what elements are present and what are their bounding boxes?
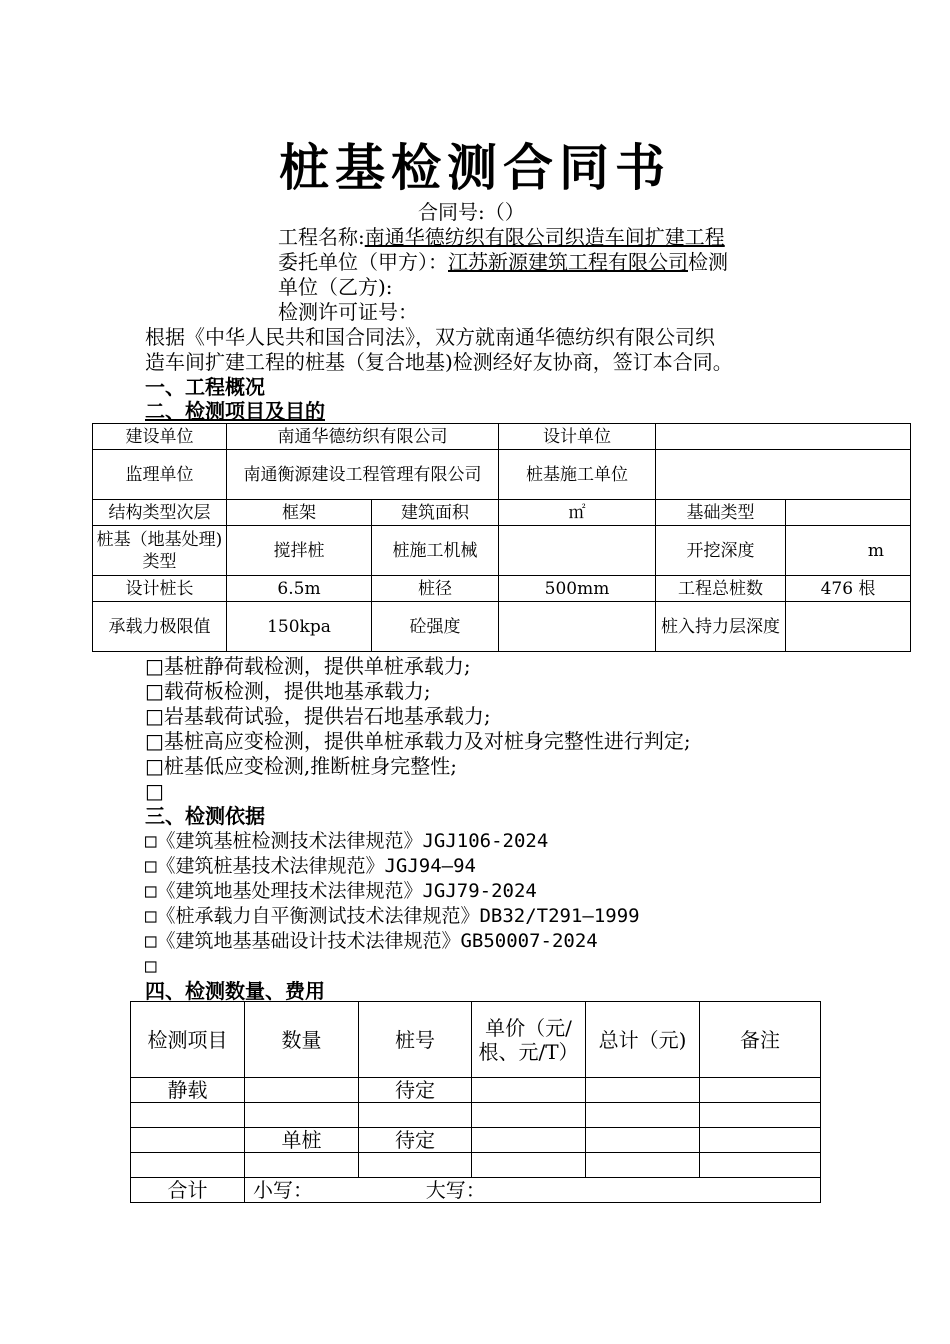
contract-number: 合同号:（） — [418, 200, 525, 224]
fee-cell — [700, 1103, 821, 1128]
section-3-heading: 三、检测依据 — [145, 804, 265, 828]
standard-item: □《建筑基桩检测技术法律规范》JGJ106-2024 — [145, 830, 549, 852]
foundation-type-label: 基础类型 — [656, 500, 786, 526]
fee-cell — [586, 1153, 700, 1178]
foundation-type-value — [786, 500, 911, 526]
capacity-value: 150kpa — [227, 602, 372, 652]
standard-item: □《建筑地基处理技术法律规范》JGJ79-2024 — [145, 880, 537, 902]
supervision-value: 南通衡源建设工程管理有限公司 — [227, 450, 499, 500]
fee-cell — [245, 1103, 359, 1128]
fee-cell: 待定 — [359, 1128, 472, 1153]
fee-cell: 静载 — [131, 1078, 245, 1103]
purpose-item: □ — [145, 779, 164, 803]
concrete-value — [499, 602, 656, 652]
design-unit-value — [656, 424, 911, 450]
excavation-label: 开挖深度 — [656, 526, 786, 576]
fee-cell — [472, 1153, 586, 1178]
fee-header-quantity: 数量 — [245, 1002, 359, 1078]
document-title: 桩基检测合同书 — [279, 138, 671, 197]
fee-big-label: 大写： — [425, 1178, 486, 1202]
area-label: 建筑面积 — [372, 500, 499, 526]
fee-cell — [700, 1078, 821, 1103]
fee-table — [130, 1001, 821, 1203]
build-unit-value: 南通华德纺织有限公司 — [227, 424, 499, 450]
structure-value: 框架 — [227, 500, 372, 526]
purpose-item: □基桩静荷载检测，提供单桩承载力; — [145, 654, 471, 678]
project-name-label: 工程名称: — [278, 225, 365, 249]
fee-header-total: 总计（元) — [586, 1002, 700, 1078]
section-4-heading: 四、检测数量、费用 — [145, 979, 325, 1003]
fee-cell: 待定 — [359, 1078, 472, 1103]
bearing-depth-value — [786, 602, 911, 652]
purpose-item: □基桩高应变检测，提供单桩承载力及对桩身完整性进行判定; — [145, 729, 691, 753]
fee-cell — [359, 1153, 472, 1178]
client-line — [278, 250, 728, 274]
fee-cell: 单桩 — [245, 1128, 359, 1153]
fee-cell — [586, 1078, 700, 1103]
fee-cell — [472, 1078, 586, 1103]
fee-cell — [131, 1153, 245, 1178]
fee-cell — [131, 1103, 245, 1128]
total-piles-value: 476 根 — [786, 576, 911, 602]
fee-cell — [245, 1078, 359, 1103]
purpose-item: □岩基载荷试验，提供岩石地基承载力; — [145, 704, 491, 728]
design-length-label: 设计桩长 — [93, 576, 227, 602]
purpose-item: □载荷板检测，提供地基承载力; — [145, 679, 431, 703]
bearing-depth-label: 桩入持力层深度 — [656, 602, 786, 652]
fee-cell — [700, 1128, 821, 1153]
supervision-label: 监理单位 — [93, 450, 227, 500]
client-value: 江苏新源建筑工程有限公司 — [448, 250, 688, 274]
standard-item: □《桩承载力自平衡测试技术法律规范》DB32/T291—1999 — [145, 905, 640, 927]
fee-cell — [131, 1128, 245, 1153]
pile-constructor-label: 桩基施工单位 — [499, 450, 656, 500]
pile-constructor-value — [656, 450, 911, 500]
design-length-value: 6.5m — [227, 576, 372, 602]
project-name-line — [278, 225, 725, 249]
design-unit-label: 设计单位 — [499, 424, 656, 450]
fee-cell — [359, 1103, 472, 1128]
fee-total-label: 合计 — [131, 1178, 245, 1203]
fee-cell — [586, 1128, 700, 1153]
section-1-heading: 一、工程概况 — [145, 375, 265, 399]
client-label: 委托单位（甲方）： — [278, 250, 448, 274]
structure-label: 结构类型次层 — [93, 500, 227, 526]
standard-item: □《建筑地基基础设计技术法律规范》GB50007-2024 — [145, 930, 598, 952]
build-unit-label: 建设单位 — [93, 424, 227, 450]
fee-header-pile-no: 桩号 — [359, 1002, 472, 1078]
excavation-unit: m — [786, 526, 911, 576]
fee-cell — [472, 1128, 586, 1153]
machine-value — [499, 526, 656, 576]
license-label: 检测许可证号： — [278, 300, 418, 324]
capacity-label: 承载力极限值 — [93, 602, 227, 652]
fee-header-remark: 备注 — [700, 1002, 821, 1078]
fee-cell — [245, 1153, 359, 1178]
fee-small-label: 小写： — [253, 1178, 313, 1202]
area-unit: ㎡ — [499, 500, 656, 526]
section-2-heading: 二、检测项目及目的 — [145, 399, 325, 423]
standard-item: □《建筑桩基技术法律规范》JGJ94—94 — [145, 855, 476, 877]
standard-item: □ — [145, 955, 157, 977]
diameter-label: 桩径 — [372, 576, 499, 602]
fee-header-unit-price: 单价（元/根、元/T） — [472, 1002, 586, 1078]
intro-line-1: 根据《中华人民共和国合同法》，双方就南通华德纺织有限公司织 — [145, 325, 715, 349]
machine-label: 桩施工机械 — [372, 526, 499, 576]
concrete-label: 砼强度 — [372, 602, 499, 652]
project-name-value: 南通华德纺织有限公司织造车间扩建工程 — [364, 225, 725, 249]
fee-cell — [472, 1103, 586, 1128]
tester-label-a: 检测 — [688, 250, 728, 274]
project-overview-table — [92, 423, 911, 652]
fee-total-amounts — [245, 1178, 821, 1203]
purpose-item: □桩基低应变检测,推断桩身完整性; — [145, 754, 457, 778]
pile-type-value: 搅拌桩 — [227, 526, 372, 576]
total-piles-label: 工程总桩数 — [656, 576, 786, 602]
pile-type-label: 桩基（地基处理)类型 — [93, 526, 227, 576]
fee-cell — [586, 1103, 700, 1128]
fee-cell — [700, 1153, 821, 1178]
diameter-value: 500mm — [499, 576, 656, 602]
intro-line-2: 造车间扩建工程的桩基（复合地基)检测经好友协商，签订本合同。 — [145, 350, 733, 374]
fee-header-item: 检测项目 — [131, 1002, 245, 1078]
tester-label-b: 单位（乙方): — [278, 275, 393, 299]
